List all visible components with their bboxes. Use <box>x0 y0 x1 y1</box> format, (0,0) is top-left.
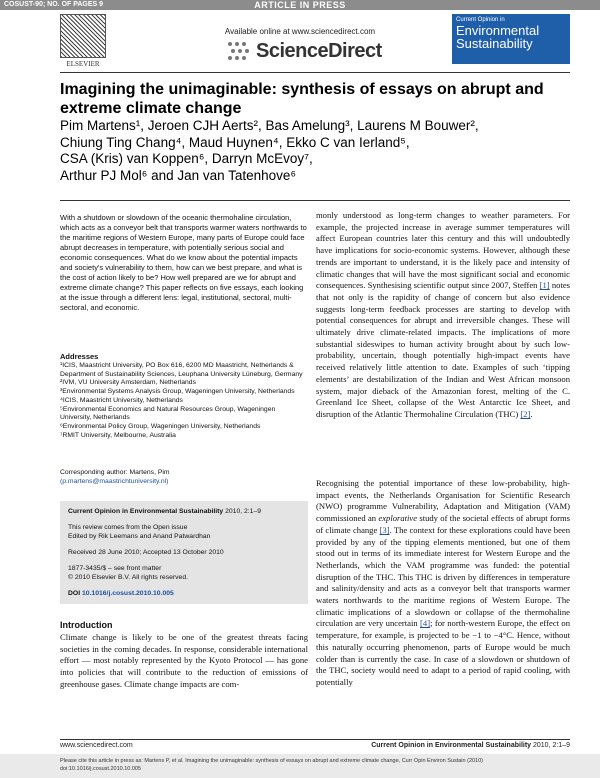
body-text: . <box>530 408 533 419</box>
info-dates: Received 28 June 2010; Accepted 13 October 2010 <box>68 549 224 556</box>
info-issn: 1877-3435/$ – see front matter <box>68 565 162 572</box>
reference-link[interactable]: [3] <box>379 524 390 535</box>
body-text: study of the societal effects of abrupt forms of climate change <box>316 513 570 535</box>
footer-website-link[interactable]: www.sciencedirect.com <box>60 742 133 749</box>
author-list <box>60 118 570 184</box>
journal-banner-name-2: Sustainability <box>456 36 533 51</box>
address-item: ³Environmental Systems Analysis Group, Wageningen University, Netherlands <box>60 388 295 396</box>
sciencedirect-dots-icon <box>226 40 252 62</box>
author-line: Pim Martens¹, Jeroen CJH Aerts², Bas Amelung³, Laurens M Bouwer², <box>60 118 479 133</box>
sciencedirect-name: ScienceDirect <box>256 39 382 62</box>
body-text: . The context for these explorations could have been provided by any of the tipping elements mentioned, but one of them stood out in terms of its immediate interest for Western Europe and the Netherlands, which the VAM programme was funded: the potential disruption of the THC. This THC is driven by differences in temperature and salinity/density and acts as a conveyor belt that transports warmer waters northwards to the maritime regions of Western Europe. The climatic implications of a slowdown or collapse of the thermohaline circulation are very uncertain <box>316 524 570 629</box>
publisher-name: ELSEVIER <box>66 60 100 68</box>
author-line: CSA (Kris) van Koppen⁶, Darryn McEvoy⁷, <box>60 151 313 166</box>
abstract: With a shutdown or slowdown of the oceanic thermohaline circulation, which acts as a conveyor belt that transports warmer waters northwards to the maritime regions of Western Europe, many parts of Europe could face abrupt decreases in temperature, with potentially serious social and economic consequences. What do we know about the potential impacts and society's vulnerability to them, how can we best prepare, and what is the cost of action likely to be? How well prepared are we for abrupt and extreme climate change? This paper reflects on five essays, each looking at the issue through a different lens: legal, institutional, sectoral, multi-sectoral, and economic. <box>60 213 307 312</box>
address-item: ²IVM, VU University Amsterdam, Netherlands <box>60 379 196 387</box>
address-item: ⁴ICIS, Maastricht University, Netherlands <box>60 396 183 404</box>
footer-volume: 2010, 2:1–9 <box>531 742 570 749</box>
address-item: ⁷RMIT University, Melbourne, Australia <box>60 431 176 439</box>
address-item: ⁶Environmental Policy Group, Wageningen University, Netherlands <box>60 422 261 430</box>
introduction-heading: Introduction <box>60 620 113 630</box>
body-paragraph-1 <box>316 210 570 421</box>
body-text: monly understood as long-term changes to weather parameters. For example, the projected increase in average summer temperatures will affect European countries later this century and this will undoubtedly have implications for socio-economic systems. However, although these trends are important to understand, it is the likely pace and intensity of climatic changes that will have the most significant social and economic consequences. Synthesising scientific output since 2007, Steffen <box>316 210 570 291</box>
reference-link[interactable]: [4] <box>420 618 431 629</box>
doi-link[interactable]: 10.1016/j.cosust.2010.10.005 <box>81 590 174 597</box>
journal-banner <box>452 14 570 64</box>
press-label: ARTICLE IN PRESS <box>254 0 346 10</box>
corresponding-email-link[interactable]: (p.martens@maastrichtuniversity.nl) <box>60 478 169 485</box>
body-paragraph-2 <box>316 478 570 689</box>
sciencedirect-logo <box>226 39 382 63</box>
body-text: ; for north-western Europe, the effect on temperature, for example, is projected to be −1 to −4°C. Hence, without this naturally occurring phenomenon, parts of Europe would be much colder than is currently the case. In case of a slowdown or shutdown of the THC, society would need to adapt to a period of rapid cooling, with potentially <box>316 618 571 687</box>
info-issue: This review comes from the Open issue <box>68 524 188 531</box>
reference-link[interactable]: [2] <box>520 408 531 419</box>
corresponding-author <box>60 468 308 486</box>
elsevier-tree-logo-icon <box>60 14 106 58</box>
footer-journal <box>371 742 570 749</box>
journal-banner-small: Current Opinion in <box>456 17 505 23</box>
journal-banner-name-1: Environmental <box>456 23 540 38</box>
addresses-list <box>60 362 308 440</box>
available-online-text: Available online at www.sciencedirect.com <box>224 27 376 36</box>
body-emphasis: explorative <box>378 513 418 524</box>
author-line: Chiung Ting Chang⁴, Maud Huynen⁴, Ekko C van Ierland⁵, <box>60 134 410 150</box>
article-title: Imagining the unimaginable: synthesis of essays on abrupt and extreme climate change <box>60 81 544 117</box>
address-item: ⁵Environmental Economics and Natural Resources Group, Wageningen University, Netherlands <box>60 405 276 422</box>
reference-link[interactable]: [1] <box>539 280 550 291</box>
info-editors: Edited by Rik Leemans and Anand Patwardhan <box>68 533 211 540</box>
top-strip <box>0 0 600 10</box>
authors-divider <box>60 200 570 201</box>
introduction-text: Climate change is likely to be one of the greatest threats facing societies in the coming decades. In response, considerable international effort — most notably represented by the Kyoto Protocol — has gone into policies that will contribute to the reduction of emissions of greenhouse gases. Climate change impacts are com- <box>60 632 308 689</box>
info-volume: 2010, 2:1–9 <box>225 508 262 515</box>
addresses-heading: Addresses <box>60 352 99 361</box>
article-code: COSUST-90; NO. OF PAGES 9 <box>4 1 104 8</box>
doi-label: DOI <box>68 590 81 597</box>
corresponding-label: Corresponding author: Martens, Pim <box>60 469 170 476</box>
address-item: ¹ICIS, Maastricht University, PO Box 616, 6200 MD Maastricht, Netherlands & Department of Sustainability Sciences, Leuphana University Lüneburg, Germany <box>60 362 303 378</box>
author-line: Arthur PJ Mol⁶ and Jan van Tatenhove⁶ <box>60 167 296 183</box>
article-info-box <box>60 501 308 604</box>
body-text: notes that not only is the rapidity of change of concern but also evidence suggests long-term feedback processes are starting to develop with potential consequences for abrupt and irreversible changes. These will ultimately drive climate-related impacts. The implications of more substantial sideswipes to human activity brought about by such low-probability, uncertain, though potentially high-impact events have received relatively little attention to date. Examples of such ‘tipping elements’ are destabilization of the Indian and West African monsoon system, major dieback of the Amazonian forest, melting of the C. Greenland Ice Sheet, collapse of the West Antarctic Ice Sheet, and disruption of the Atlantic Thermohaline Circulation (THC) <box>316 280 570 419</box>
citation-bar: Please cite this article in press as: Martens P, et al. Imagining the unimaginable: synthesis of essays on abrupt and extreme climate change, Curr Opin Environ Sustain (2010) doi:10.1016/j.cosust.2010.10.005 <box>0 754 600 778</box>
body-text: Recognising the potential importance of these low-probability, high-impact events, the Netherlands Organisation for Scientific Research (NWO) programme Vulnerability, Adaptation and Mitigation (VAM) commissioned an <box>316 478 570 524</box>
footer-journal-name: Current Opinion in Environmental Sustainability <box>371 742 532 749</box>
info-journal: Current Opinion in Environmental Sustainability <box>68 508 224 515</box>
info-copyright: © 2010 Elsevier B.V. All rights reserved. <box>68 574 188 581</box>
header-divider <box>60 72 570 73</box>
footer-divider <box>60 739 570 740</box>
